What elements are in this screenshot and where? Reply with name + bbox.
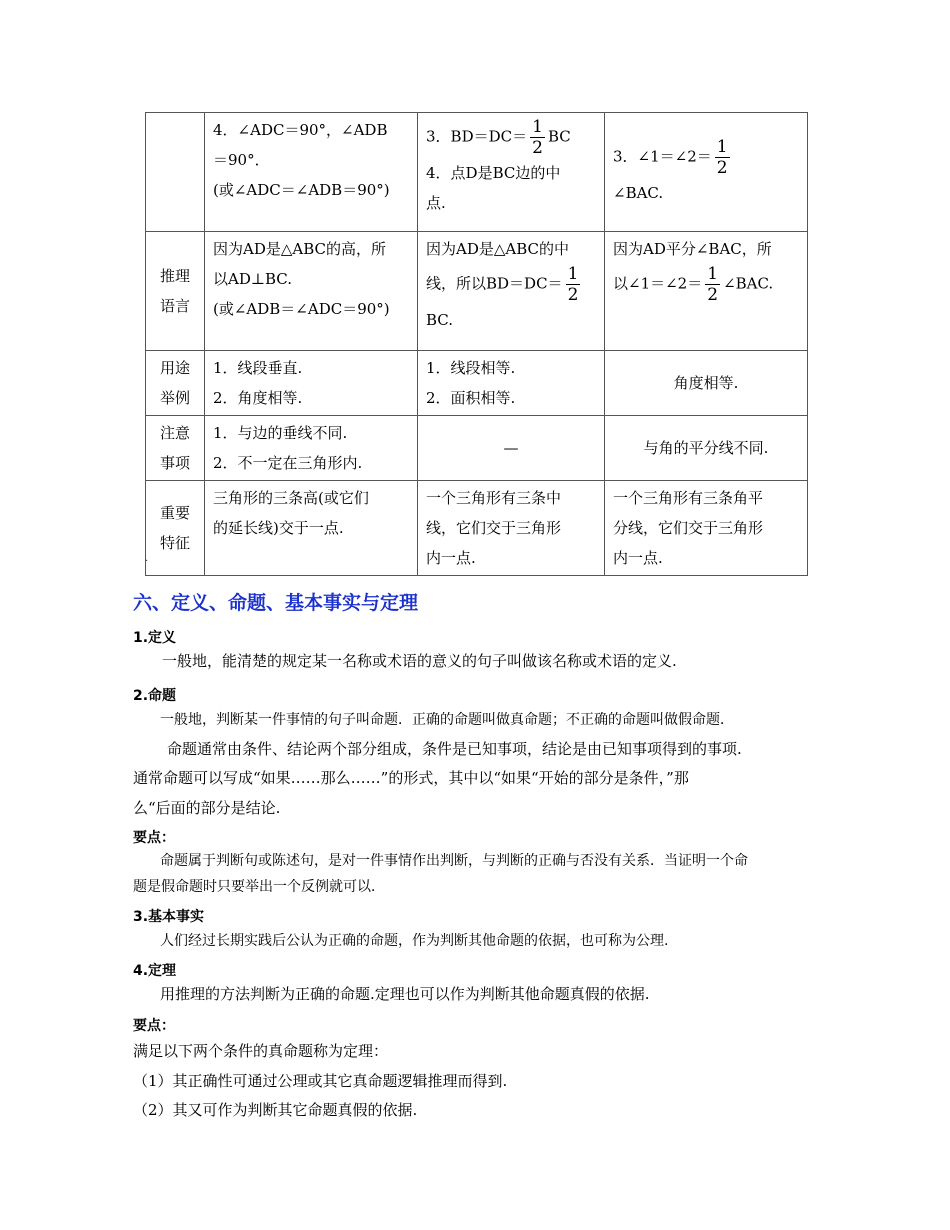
table-row-notes bbox=[146, 416, 808, 481]
median-uses-cell: 1．线段相等. 2．面积相等. bbox=[418, 351, 605, 416]
proposition-text-1: 一般地，判断某一件事情的句子叫命题．正确的命题叫做真命题；不正确的命题叫做假命题． bbox=[160, 712, 734, 728]
table-row-properties-cont bbox=[146, 113, 808, 232]
bisector-features-cell: 一个三角形有三条角平 分线，它们交于三角形 内一点. bbox=[605, 481, 808, 576]
basic-fact-heading: 3.基本事实 bbox=[133, 909, 205, 925]
altitude-features-cell: 三角形的三条高(或它们 的延长线)交于一点. bbox=[205, 481, 418, 576]
fraction-half: $\frac{1}{2}$ bbox=[707, 264, 719, 305]
median-reasoning-cell: 因为AD是△ABC的中 线，所以BD＝DC＝ $\frac{1}{2}$ BC. bbox=[418, 232, 605, 351]
fraction-half: $\frac{1}{2}$ bbox=[567, 264, 579, 305]
section-title: 六、定义、命题、基本事实与定理 bbox=[133, 592, 419, 614]
altitude-notes-cell: 1．与边的垂线不同. 2．不一定在三角形内. bbox=[205, 416, 418, 481]
bisector-notes-cell: 与角的平分线不同. bbox=[605, 416, 808, 481]
key-points-1-line1: 命题属于判断句或陈述句，是对一件事情作出判断，与判断的正确与否没有关系．当证明一个命 bbox=[160, 853, 748, 869]
altitude-reasoning-cell: 因为AD是△ABC的高，所 以AD⊥BC. (或∠ADB＝∠ADC＝90°) bbox=[205, 232, 418, 351]
row-header-uses: 用途 举例 bbox=[146, 351, 205, 416]
fraction-half: $\frac{1}{2}$ bbox=[532, 117, 543, 158]
proposition-heading: 2.命题 bbox=[133, 688, 177, 704]
proposition-text-2-line2: 通常命题可以写成“如果……那么……”的形式，其中以“如果“开始的部分是条件，”那 bbox=[133, 769, 689, 787]
row-header-reasoning: 推理 语言 bbox=[146, 232, 205, 351]
definition-heading: 1.定义 bbox=[133, 630, 177, 646]
proposition-text-2-line3: 么“后面的部分是结论. bbox=[133, 799, 281, 817]
theorem-heading: 4.定理 bbox=[133, 963, 177, 979]
median-notes-cell: — bbox=[418, 416, 605, 481]
fraction-half: $\frac{1}{2}$ bbox=[716, 136, 728, 178]
key-points-2-item1: （1）其正确性可通过公理或其它真命题逻辑推理而得到. bbox=[133, 1072, 508, 1090]
key-points-2-item2: （2）其又可作为判断其它命题真假的依据. bbox=[133, 1101, 418, 1119]
theorem-text: 用推理的方法判断为正确的命题.定理也可以作为判断其他命题真假的依据. bbox=[160, 985, 650, 1003]
definition-text: 一般地，能清楚的规定某一名称或术语的意义的句子叫做该名称或术语的定义. bbox=[162, 652, 677, 670]
row-header-notes: 注意 事项 bbox=[146, 416, 205, 481]
key-points-heading-2: 要点： bbox=[133, 1018, 175, 1034]
paragraph-mark: . bbox=[145, 553, 149, 564]
proposition-text-2-line1: 命题通常由条件、结论两个部分组成，条件是已知事项，结论是由已知事项得到的事项. bbox=[167, 740, 742, 758]
row-header-empty bbox=[146, 113, 205, 232]
row-header-features: 重要 特征 bbox=[146, 481, 205, 576]
comparison-table bbox=[145, 112, 808, 576]
bisector-property-cell: 3．∠1＝∠2＝ $\frac{1}{2}$ ∠BAC. bbox=[605, 113, 808, 232]
median-property-cell: 3．BD＝DC＝ $\frac{1}{2}$ BC 4．点D是BC边的中 点. bbox=[418, 113, 605, 232]
basic-fact-text: 人们经过长期实践后公认为正确的命题，作为判断其他命题的依据，也可称为公理. bbox=[160, 933, 669, 949]
table-row-reasoning bbox=[146, 232, 808, 351]
table-row-features bbox=[146, 481, 808, 576]
bisector-uses-cell: 角度相等. bbox=[605, 351, 808, 416]
key-points-2-intro: 满足以下两个条件的真命题称为定理： bbox=[133, 1042, 389, 1060]
altitude-property-cell: 4．∠ADC＝90°，∠ADB ＝90°． (或∠ADC＝∠ADB＝90°) bbox=[205, 113, 418, 232]
table-row-uses bbox=[146, 351, 808, 416]
altitude-uses-cell: 1．线段垂直. 2．角度相等. bbox=[205, 351, 418, 416]
key-points-1-line2: 题是假命题时只要举出一个反例就可以． bbox=[133, 879, 385, 895]
key-points-heading-1: 要点： bbox=[133, 830, 175, 846]
bisector-reasoning-cell: 因为AD平分∠BAC，所 以∠1＝∠2＝ $\frac{1}{2}$ ∠BAC. bbox=[605, 232, 808, 351]
median-features-cell: 一个三角形有三条中 线，它们交于三角形 内一点. bbox=[418, 481, 605, 576]
